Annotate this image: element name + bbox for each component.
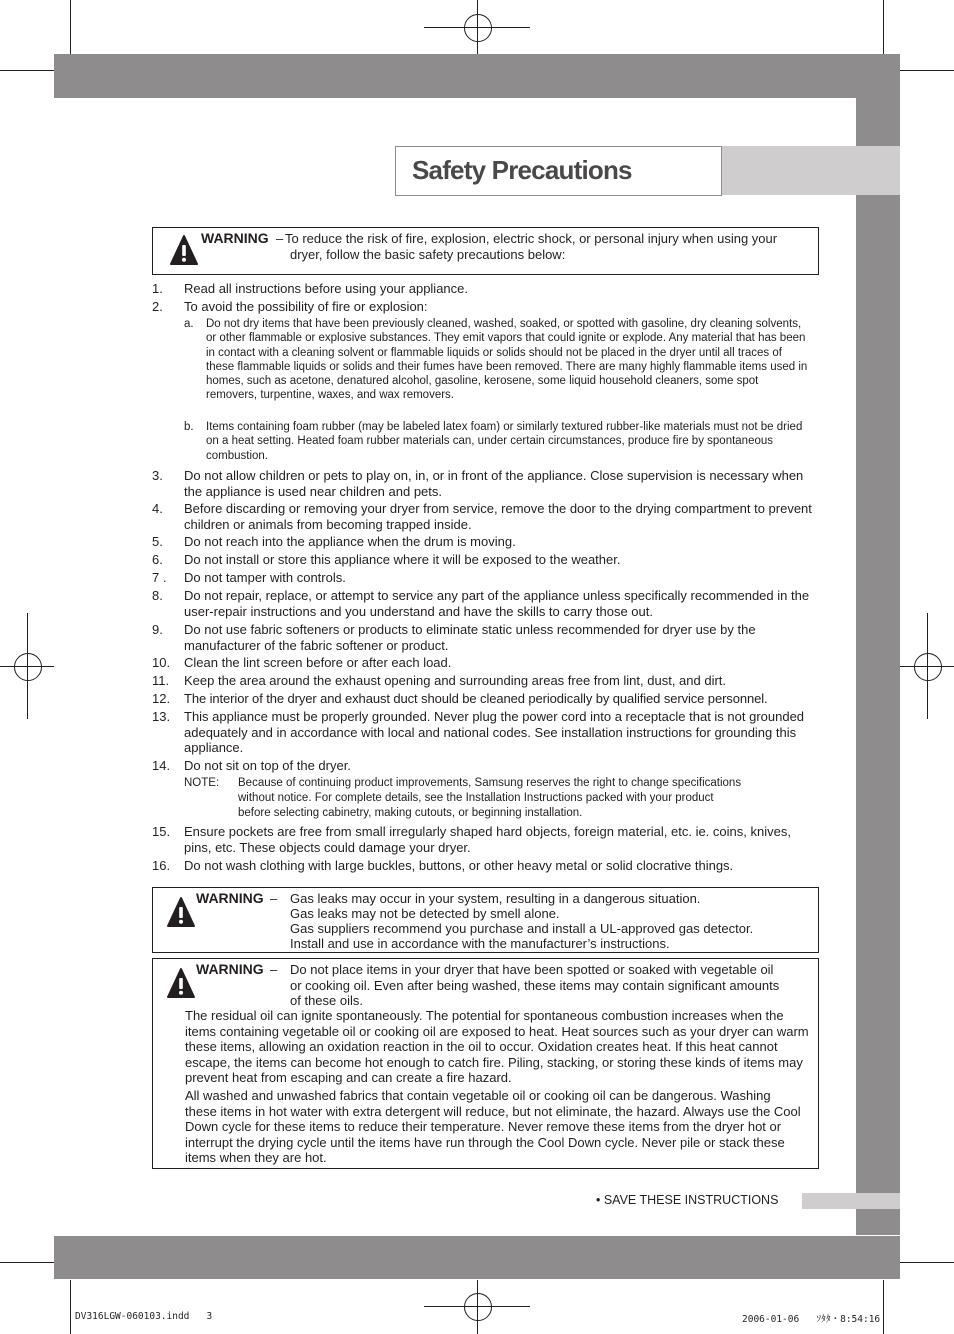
crop-mark (70, 1280, 71, 1334)
item-number: 13. (152, 709, 171, 724)
item-text: The interior of the dryer and exhaust duct should be cleaned periodically by qualified service personnel. (184, 691, 768, 706)
warning-text-line1: To reduce the risk of fire, explosion, electric shock, or personal injury when using your (285, 231, 778, 246)
item-number: 12. (152, 691, 171, 706)
warning-label: WARNING (201, 230, 269, 246)
note-text: Because of continuing product improvements, Samsung reserves the right to change specifications without notice. For complete details, see the Installation Instructions packed with your product before selecting cabinetry, making cutouts, or beginning installation. (238, 777, 742, 819)
item-text: Do not tamper with controls. (184, 570, 346, 585)
registration-circle (14, 653, 42, 681)
item-text: Do not sit on top of the dryer. (184, 758, 351, 773)
item-text: Clean the lint screen before or after each load. (184, 655, 452, 670)
item-number: 11. (152, 673, 170, 688)
item-number: 14. (152, 758, 171, 773)
item-number: 2. (152, 299, 163, 314)
warning-gas-line: Gas suppliers recommend you purchase and install a UL-approved gas detector. (290, 921, 754, 936)
top-gray-band (54, 54, 900, 98)
item-number: 15. (152, 824, 171, 839)
warning-triangle-icon (169, 234, 199, 266)
item-text: Keep the area around the exhaust opening and surrounding areas free from lint, dust, and dirt. (184, 673, 727, 688)
save-instructions-footer: • SAVE THESE INSTRUCTIONS (596, 1193, 779, 1207)
item-number: 6. (152, 552, 163, 567)
item-text: To avoid the possibility of fire or explosion: (184, 299, 428, 314)
item-text: Do not repair, replace, or attempt to service any part of the appliance unless specifically recommended in the user-repair instructions and you understand and have the skills to carry those out. (184, 588, 810, 619)
right-gray-band (856, 98, 900, 1235)
sub-item-letter: b. (184, 421, 194, 433)
warning-dash: – (276, 231, 284, 246)
item-text: Do not install or store this appliance where it will be exposed to the weather. (184, 552, 621, 567)
footer-accent-bar (802, 1193, 900, 1209)
warning-oil-paragraph: All washed and unwashed fabrics that contain vegetable oil or cooking oil can be dangerous. Washing these items in hot water with extra detergent will reduce, but not eliminate, the hazard. Always use the Cool Down cycle for these items to reduce their temperature. Never remove these items from the dryer hot or interrupt the drying cycle until the items have run through the Cool Down cycle. Never pile or stack these items when they are hot. (185, 1088, 801, 1165)
title-accent-bar (720, 146, 900, 195)
item-number: 8. (152, 588, 163, 603)
crop-mark (0, 1262, 54, 1263)
item-text: Do not reach into the appliance when the drum is moving. (184, 534, 516, 549)
warning-text-line2: dryer, follow the basic safety precautions below: (290, 247, 566, 262)
bottom-gray-band (54, 1236, 900, 1279)
item-text: Before discarding or removing your dryer from service, remove the door to the drying compartment to prevent children or animals from becoming trapped inside. (184, 501, 812, 532)
crop-mark (900, 1262, 954, 1263)
title-box (395, 146, 722, 196)
item-text: Do not wash clothing with large buckles, buttons, or other heavy metal or solid clocrative things. (184, 858, 734, 873)
registration-circle (464, 1293, 492, 1321)
crop-mark (883, 1280, 884, 1334)
warning-label: WARNING (196, 890, 264, 906)
warning-box-gas (152, 887, 819, 953)
print-slug-file: DV316LGW-060103.indd 3 (75, 1311, 213, 1322)
item-number: 9. (152, 622, 163, 637)
item-number: 3. (152, 468, 163, 483)
item-number: 1. (152, 281, 163, 296)
warning-triangle-icon (166, 896, 196, 928)
note-label: NOTE: (184, 777, 220, 789)
crop-mark (883, 0, 884, 54)
registration-circle (464, 14, 492, 42)
sub-item-letter: a. (184, 318, 194, 330)
item-text: Read all instructions before using your appliance. (184, 281, 469, 296)
warning-gas-line: Gas leaks may occur in your system, resulting in a dangerous situation. (290, 891, 701, 906)
crop-mark (0, 70, 54, 71)
warning-oil-paragraph: The residual oil can ignite spontaneously. The potential for spontaneous combustion increases when the items containing vegetable oil or cooking oil are exposed to heat. Heat sources such as your dryer can warm these items, allowing an oxidation reaction in the oil to occur. Oxidation creates heat. If this heat cannot escape, the items can become hot enough to catch fire. Piling, stacking, or storing these kinds of items may prevent heat from escaping and can create a fire hazard. (185, 1008, 809, 1085)
warning-oil-lead: Do not place items in your dryer that have been spotted or soaked with vegetable oil or cooking oil. Even after being washed, these items may contain significant amounts of these oils. (290, 962, 780, 1008)
warning-dash: – (270, 962, 278, 977)
warning-triangle-icon (166, 967, 196, 999)
warning-gas-line: Gas leaks may not be detected by smell alone. (290, 906, 560, 921)
crop-mark (900, 70, 954, 71)
warning-dash: – (270, 891, 278, 906)
warning-label: WARNING (196, 961, 264, 977)
item-number: 16. (152, 858, 171, 873)
item-text: Do not use fabric softeners or products to eliminate static unless recommended for dryer use by the manufacturer of the fabric softener or product. (184, 622, 756, 653)
registration-circle (914, 653, 942, 681)
warning-gas-line: Install and use in accordance with the manufacturer’s instructions. (290, 936, 670, 951)
item-text: This appliance must be properly grounded. Never plug the power cord into a receptacle that is not grounded adequately and in accordance with local and national codes. See installation instructions for grounding this appliance. (184, 709, 805, 755)
crop-mark (70, 0, 71, 54)
item-text: Ensure pockets are free from small irregularly shaped hard objects, foreign material, etc. ie. coins, knives, pins, etc. These objects could damage your dryer. (184, 824, 791, 855)
page-title: Safety Precautions (412, 155, 632, 185)
print-slug-date: 2006-01-06 ｿﾀﾀ・8:54:16 (742, 1314, 881, 1325)
warning-box-general (152, 227, 819, 275)
item-number: 4. (152, 501, 163, 516)
sub-item-text: Do not dry items that have been previously cleaned, washed, soaked, or spotted with gasoline, dry cleaning solvents, or other flammable or explosive substances. They emit vapors that could ignite or explode. Any material that has been in contact with a cleaning solvent or flammable liquids or solids should not be placed in the dryer until all traces of these flammable liquids or solids and their fumes have been removed. There are many highly flammable items used in homes, such as acetone, denatured alcohol, gasoline, kerosene, some liquid household cleaners, some spot removers, turpentine, waxes, and wax removers. (206, 318, 808, 402)
item-number: 10. (152, 655, 171, 670)
item-text: Do not allow children or pets to play on, in, or in front of the appliance. Close supervision is necessary when the appliance is used near children and pets. (184, 468, 804, 499)
sub-item-text: Items containing foam rubber (may be labeled latex foam) or similarly textured rubber-like materials must not be dried on a heat setting. Heated foam rubber materials can, under certain circumstances, produce fire by spontaneous combustion. (206, 421, 803, 462)
item-number: 7 . (152, 570, 167, 585)
warning-box-oil (152, 958, 819, 1169)
item-number: 5. (152, 534, 163, 549)
